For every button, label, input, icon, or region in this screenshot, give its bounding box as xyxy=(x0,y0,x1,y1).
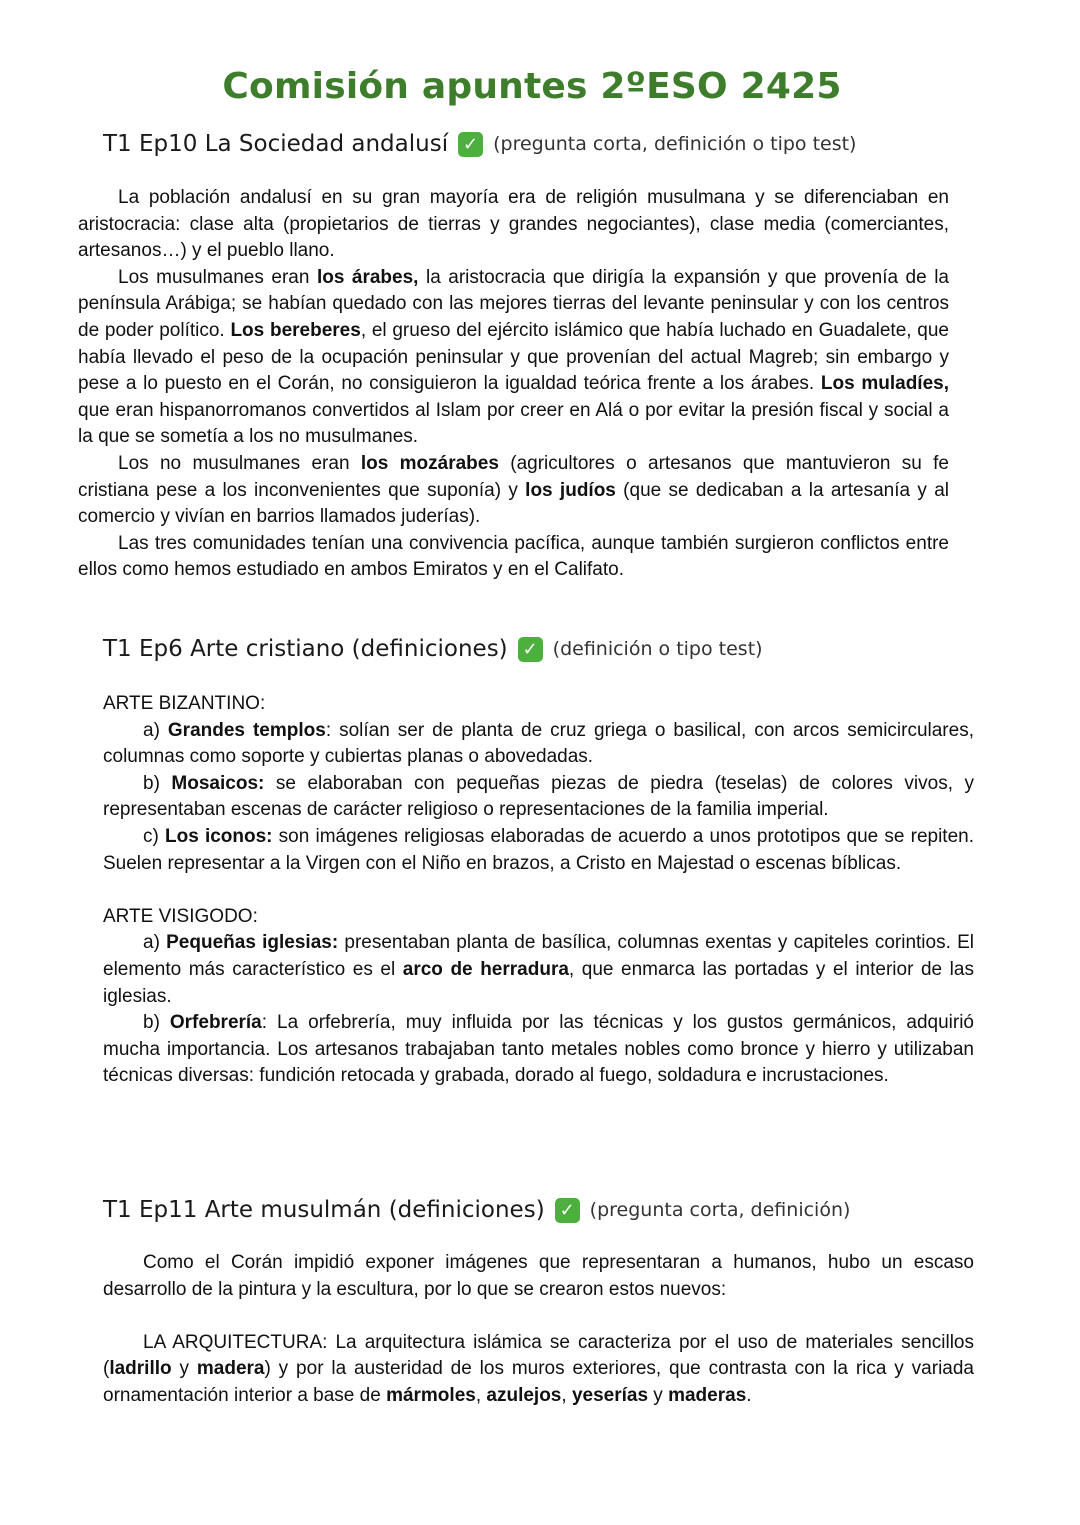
spacer xyxy=(103,877,974,904)
heading-note: (pregunta corta, definición) xyxy=(589,1199,851,1221)
paragraph: Los no musulmanes eran los mozárabes (agricultores o artesanos que mantuvieron su fe cristiana pese a los inconvenientes que suponía) y los judíos (que se dedicaban a la artesanía y al comercio y vivían en barrios llamados juderías). xyxy=(78,452,949,528)
list-item: c) Los iconos: son imágenes religiosas elaboradas de acuerdo a unos prototipos que se repiten. Suelen representar a la Virgen con el Niño en brazos, a Cristo en Majestad o escenas bíblicas. xyxy=(103,825,974,874)
heading-note: (definición o tipo test) xyxy=(552,638,763,660)
paragraph: La población andalusí en su gran mayoría era de religión musulmana y se diferenciaban en aristocracia: clase alta (propietarios de tierras y grandes negociantes), clase media (comerciantes, artesanos…) y el pueblo llano. xyxy=(78,187,949,262)
list-item: b) Orfebrería: La orfebrería, muy influida por las técnicas y los gustos germánicos, adquirió mucha importancia. Los artesanos trabajaban tanto metales nobles como bronce y hierro y utilizaban técnicas diversas: fundición retocada y grabada, dorado al fuego, soldadura e incrustaciones. xyxy=(103,1012,974,1087)
list-item: a) Pequeñas iglesias: presentaban planta de basílica, columnas exentas y capiteles corintios. El elemento más característico es el arco de herradura, que enmarca las portadas y el interior de las iglesias. xyxy=(103,932,974,1007)
section-body-arte-musulman xyxy=(103,1250,974,1410)
heading-text: T1 Ep10 La Sociedad andalusí xyxy=(103,131,449,157)
paragraph: Los musulmanes eran los árabes, la aristocracia que dirigía la expansión y que provenía de la península Arábiga; se habían quedado con las mejores tierras del levante peninsular y con los centros de poder político. Los bereberes, el grueso del ejército islámico que había luchado en Guadalete, que había llevado el peso de la ocupación peninsular y que provenían del actual Magreb; sin embargo y pese a lo puesto en el Corán, no consiguieron la igualdad teórica frente a los árabes. Los muladíes, que eran hispanorromanos convertidos al Islam por creer en Alá o por evitar la presión fiscal y social a la que se sometía a los no musulmanes. xyxy=(78,266,949,448)
list-item: b) Mosaicos: se elaboraban con pequeñas piezas de piedra (teselas) de colores vivos, y representaban escenas de carácter religioso o representaciones de la familia imperial. xyxy=(103,772,974,821)
label-arte-bizantino: ARTE BIZANTINO: xyxy=(103,693,266,714)
check-icon: ✓ xyxy=(518,637,543,662)
paragraph: Como el Corán impidió exponer imágenes que representaran a humanos, hubo un escaso desarrollo de la pintura y la escultura, por lo que se crearon estos nuevos: xyxy=(103,1252,974,1300)
heading-text: T1 Ep11 Arte musulmán (definiciones) xyxy=(103,1197,545,1223)
section-body-arte-cristiano xyxy=(103,691,974,1090)
section-heading-sociedad-andalusi xyxy=(103,131,856,157)
label-arte-visigodo: ARTE VISIGODO: xyxy=(103,905,258,927)
list-item: a) Grandes templos: solían ser de planta de cruz griega o basilical, con arcos semicirculares, columnas como soporte y cubiertas planas o abovedadas. xyxy=(103,719,974,768)
paragraph: LA ARQUITECTURA: La arquitectura islámica se caracteriza por el uso de materiales sencillos (ladrillo y madera) y por la austeridad de los muros exteriores, que contrasta con la rica y variada ornamentación interior a base de mármoles, azulejos, yeserías y maderas. xyxy=(103,1331,974,1406)
heading-note: (pregunta corta, definición o tipo test) xyxy=(493,133,857,155)
paragraph: Las tres comunidades tenían una convivencia pacífica, aunque también surgieron conflictos entre ellos como hemos estudiado en ambos Emiratos y en el Califato. xyxy=(78,532,949,581)
check-icon: ✓ xyxy=(458,132,483,157)
section-body-sociedad-andalusi xyxy=(78,185,949,584)
page-title: Comisión apuntes 2ºESO 2425 xyxy=(222,66,842,107)
section-heading-arte-cristiano xyxy=(103,636,763,662)
heading-text: T1 Ep6 Arte cristiano (definiciones) xyxy=(103,636,508,662)
spacer xyxy=(103,1303,974,1330)
check-icon: ✓ xyxy=(555,1198,580,1223)
section-heading-arte-musulman xyxy=(103,1197,850,1223)
